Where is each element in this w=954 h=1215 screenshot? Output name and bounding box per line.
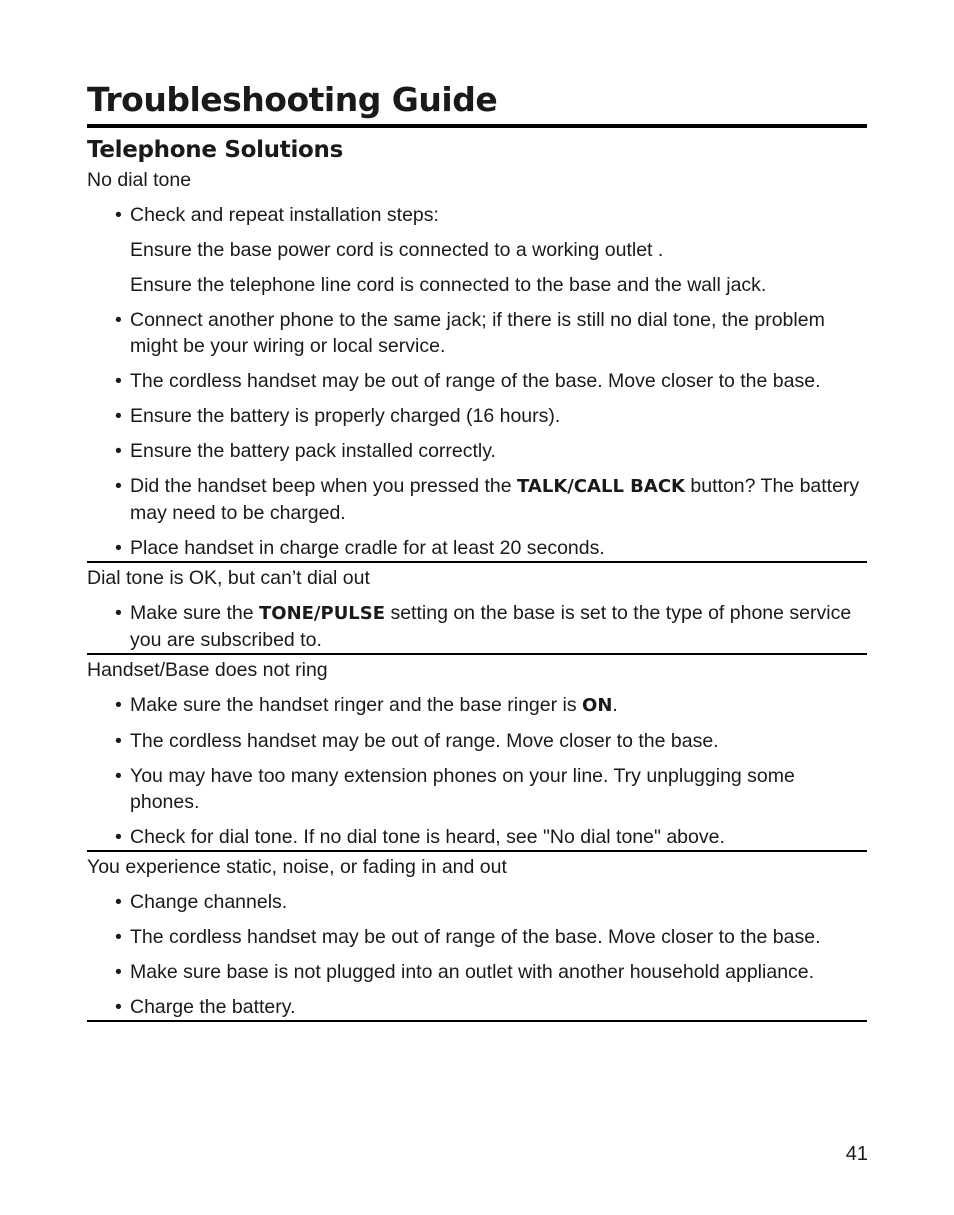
section-subtitle: Telephone Solutions xyxy=(87,137,344,163)
solution-text-continued: setting on the base is set to the type of phone service you are subscribed to. xyxy=(130,602,852,651)
solution-text: You may have too many extension phones on your line. Try unplugging some phones. xyxy=(130,765,795,813)
solution-item xyxy=(87,473,867,526)
button-keyword: TONE/PULSE xyxy=(258,603,386,624)
solution-item xyxy=(87,959,867,985)
solution-text: Make sure the handset ringer and the base ringer is xyxy=(130,694,583,716)
solution-text-continued: . xyxy=(612,694,618,716)
solution-item xyxy=(87,403,867,429)
solution-text: Ensure the base power cord is connected to a working outlet . xyxy=(130,239,664,261)
solution-item xyxy=(87,535,867,561)
problem-section xyxy=(87,854,867,1022)
solution-list xyxy=(87,202,867,561)
page-title: Troubleshooting Guide xyxy=(87,78,867,128)
solution-text: Charge the battery. xyxy=(130,996,296,1018)
solution-text: Ensure the battery pack installed correctly. xyxy=(130,440,496,462)
button-keyword: ON xyxy=(582,695,613,716)
problem-heading: Dial tone is OK, but can’t dial out xyxy=(87,567,370,589)
solution-text: The cordless handset may be out of range. Move closer to the base. xyxy=(130,730,719,752)
solution-text: Did the handset beep when you pressed the xyxy=(130,475,518,497)
solution-text: Ensure the battery is properly charged (16 hours). xyxy=(130,405,561,427)
problem-section xyxy=(87,657,867,852)
solution-text: Check for dial tone. If no dial tone is heard, see "No dial tone" above. xyxy=(130,826,725,848)
solution-item xyxy=(87,368,867,394)
solution-subitem xyxy=(87,272,867,298)
solution-item xyxy=(87,692,867,719)
problem-section xyxy=(87,167,867,563)
solution-text: Make sure base is not plugged into an outlet with another household appliance. xyxy=(130,961,815,983)
problem-heading: Handset/Base does not ring xyxy=(87,659,328,681)
solution-item xyxy=(87,202,867,228)
problem-heading: You experience static, noise, or fading in and out xyxy=(87,856,507,878)
solution-item xyxy=(87,763,867,815)
solution-text: The cordless handset may be out of range of the base. Move closer to the base. xyxy=(130,926,821,948)
solution-text: The cordless handset may be out of range of the base. Move closer to the base. xyxy=(130,370,821,392)
solution-text: Connect another phone to the same jack; if there is still no dial tone, the problem might be your wiring or local service. xyxy=(130,309,825,357)
troubleshooting-sections xyxy=(87,167,867,1022)
page-number: 41 xyxy=(845,1143,868,1165)
problem-heading: No dial tone xyxy=(87,169,192,191)
solution-list xyxy=(87,600,867,653)
solution-text: Ensure the telephone line cord is connected to the base and the wall jack. xyxy=(130,274,767,296)
solution-item xyxy=(87,600,867,653)
solution-text: Change channels. xyxy=(130,891,288,913)
solution-item xyxy=(87,824,867,850)
solution-list xyxy=(87,692,867,850)
solution-text: Check and repeat installation steps: xyxy=(130,204,439,226)
solution-item xyxy=(87,728,867,754)
solution-text-continued: button? The battery may need to be charged. xyxy=(130,475,860,524)
solution-item xyxy=(87,438,867,464)
problem-section xyxy=(87,565,867,655)
button-keyword: TALK/CALL BACK xyxy=(517,476,685,497)
solution-subitem xyxy=(87,237,867,263)
page-content xyxy=(87,78,867,1022)
solution-text: Make sure the xyxy=(130,602,259,624)
solution-item xyxy=(87,889,867,915)
solution-item xyxy=(87,924,867,950)
solution-item xyxy=(87,994,867,1020)
solution-text: Place handset in charge cradle for at least 20 seconds. xyxy=(130,537,605,559)
solution-item xyxy=(87,307,867,359)
solution-list xyxy=(87,889,867,1020)
